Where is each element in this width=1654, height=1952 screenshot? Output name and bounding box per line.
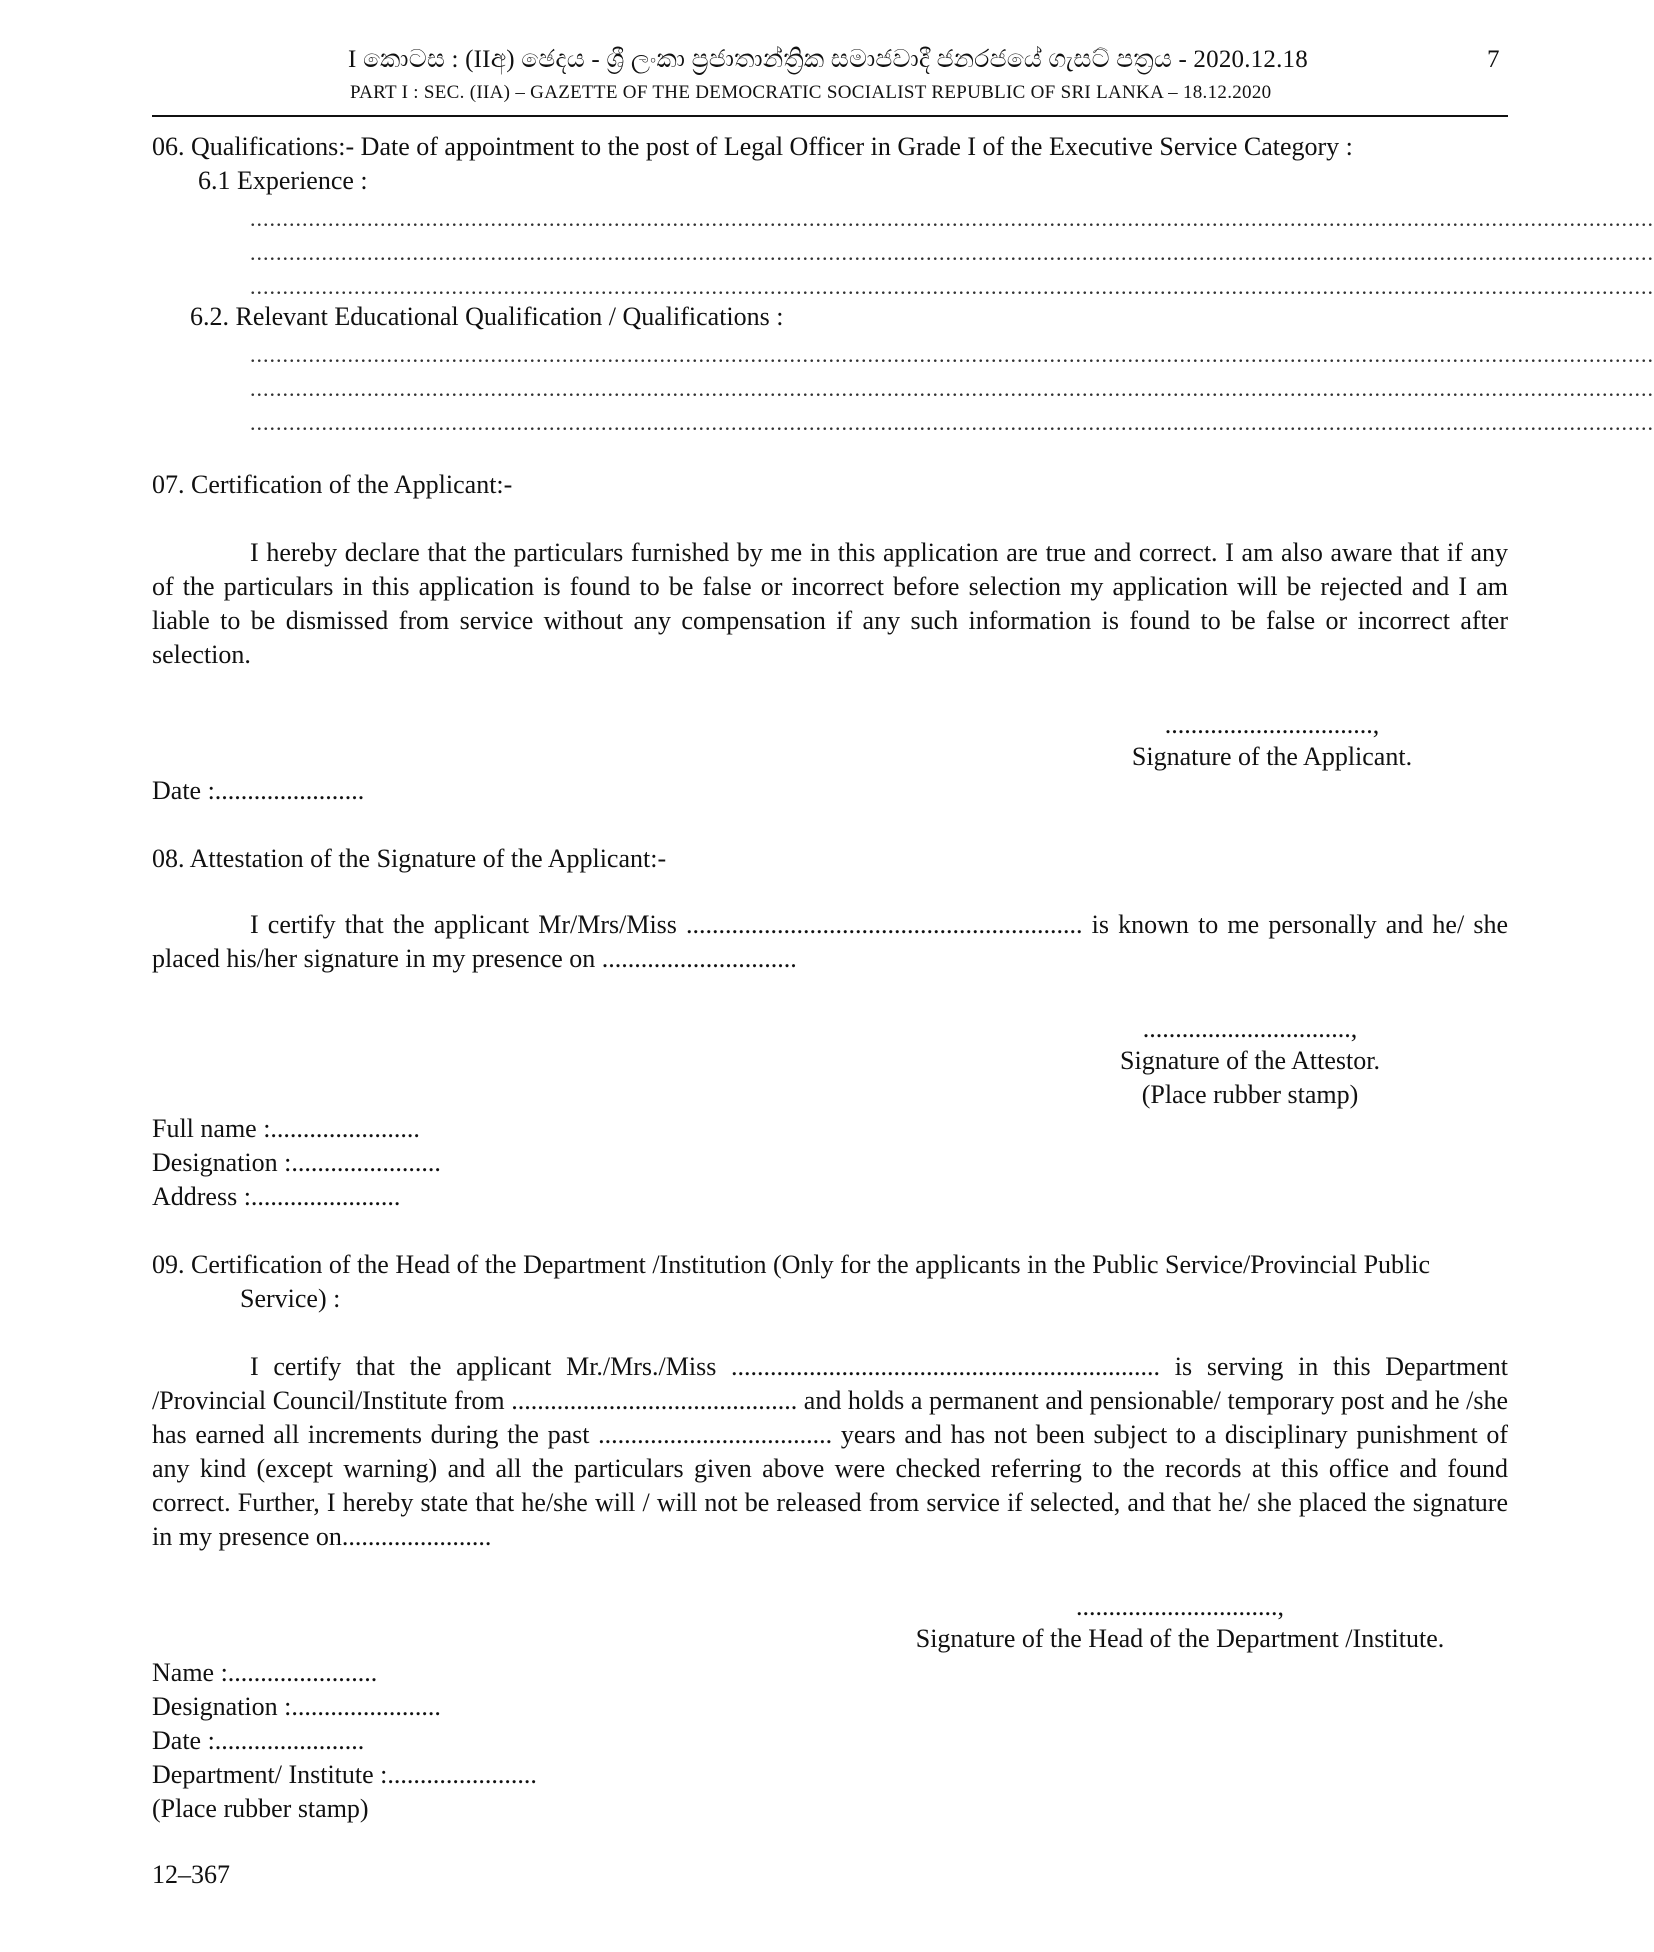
experience-line-1[interactable]: ........................................................................................................................................................................................................................	[250, 206, 1654, 231]
footer-code: 12–367	[152, 1860, 230, 1889]
section-06-heading: 06. Qualifications:- Date of appointment to the post of Legal Officer in Grade I of the Executive Service Category :	[152, 132, 1353, 161]
head-department-field[interactable]: Department/ Institute :.......................	[152, 1760, 537, 1789]
attestor-stamp-note: (Place rubber stamp)	[1141, 1080, 1359, 1109]
attestation-statement: I certify that the applicant Mr/Mrs/Miss ............................................................. is known to me personally and he/ she placed his/her signature in my presence on ..............................	[152, 910, 1508, 973]
attestor-address-field[interactable]: Address :.......................	[152, 1182, 401, 1211]
attestor-signature-line[interactable]: ................................,	[1142, 1014, 1358, 1043]
attestor-signature-label: Signature of the Attestor.	[1120, 1046, 1380, 1075]
experience-label: 6.1 Experience :	[198, 166, 368, 195]
head-stamp-note: (Place rubber stamp)	[152, 1794, 369, 1823]
experience-line-3[interactable]: ........................................................................................................................................................................................................................	[250, 274, 1654, 299]
head-certification-statement: I certify that the applicant Mr./Mrs./Miss .................................................................. is serving in this Department /Provincial Council/Institute from ............................................ and holds a permanent and pensionable/ temporary post and he /she has earned all increments during the past .................................... years and has not been subject to a disciplinary punishment of any kind (except warning) and all the particulars given above were checked referring to the records at this office and found correct. Further, I hereby state that he/she will / will not be released from service if selected, and that he/ she placed the signature in my presence on.......................	[152, 1352, 1508, 1551]
applicant-signature-line[interactable]: ................................,	[1164, 710, 1380, 739]
attestor-designation-field[interactable]: Designation :.......................	[152, 1148, 441, 1177]
qualifications-line-3[interactable]: ........................................................................................................................................................................................................................	[250, 410, 1654, 435]
header-sinhala-line: I කොටස : (IIඅ) ඡෙදය - ශ්‍රී ලංකා ප්‍රජාතාන්ත්‍රික සමාජවාදී ජනරජයේ ගැසට් පත්‍රය - 2020.12.18	[348, 46, 1308, 73]
section-09-heading-line-1: 09. Certification of the Head of the Department /Institution (Only for the applicants in the Public Service/Provincial Public	[152, 1250, 1431, 1279]
head-date-field[interactable]: Date :.......................	[152, 1726, 365, 1755]
section-07-heading: 07. Certification of the Applicant:-	[152, 470, 513, 499]
head-signature-label: Signature of the Head of the Department /Institute.	[915, 1624, 1445, 1653]
applicant-declaration: I hereby declare that the particulars furnished by me in this application are true and correct. I am also aware that if any of the particulars in this application is found to be false or incorrect before selection my application will be rejected and I am liable to be dismissed from service without any compensation if any such information is found to be false or incorrect after selection.	[152, 538, 1508, 669]
experience-line-2[interactable]: ........................................................................................................................................................................................................................	[250, 240, 1654, 265]
attestor-full-name-field[interactable]: Full name :.......................	[152, 1114, 420, 1143]
qualifications-line-2[interactable]: ........................................................................................................................................................................................................................	[250, 376, 1654, 401]
applicant-signature-label: Signature of the Applicant.	[1131, 742, 1413, 771]
section-08-heading: 08. Attestation of the Signature of the Applicant:-	[152, 844, 667, 873]
head-designation-field[interactable]: Designation :.......................	[152, 1692, 441, 1721]
page-number: 7	[1487, 46, 1500, 73]
header-english-line: PART I : SEC. (IIA) – GAZETTE OF THE DEMOCRATIC SOCIALIST REPUBLIC OF SRI LANKA – 18.12.2020	[350, 82, 1272, 103]
applicant-date-field[interactable]: Date :.......................	[152, 776, 365, 805]
header-rule	[152, 115, 1508, 117]
head-name-field[interactable]: Name :.......................	[152, 1658, 378, 1687]
head-signature-line[interactable]: ...............................,	[1076, 1592, 1284, 1621]
qualifications-label: 6.2. Relevant Educational Qualification / Qualifications :	[190, 302, 784, 331]
qualifications-line-1[interactable]: ........................................................................................................................................................................................................................	[250, 342, 1654, 367]
section-09-heading-line-2: Service) :	[240, 1284, 341, 1313]
